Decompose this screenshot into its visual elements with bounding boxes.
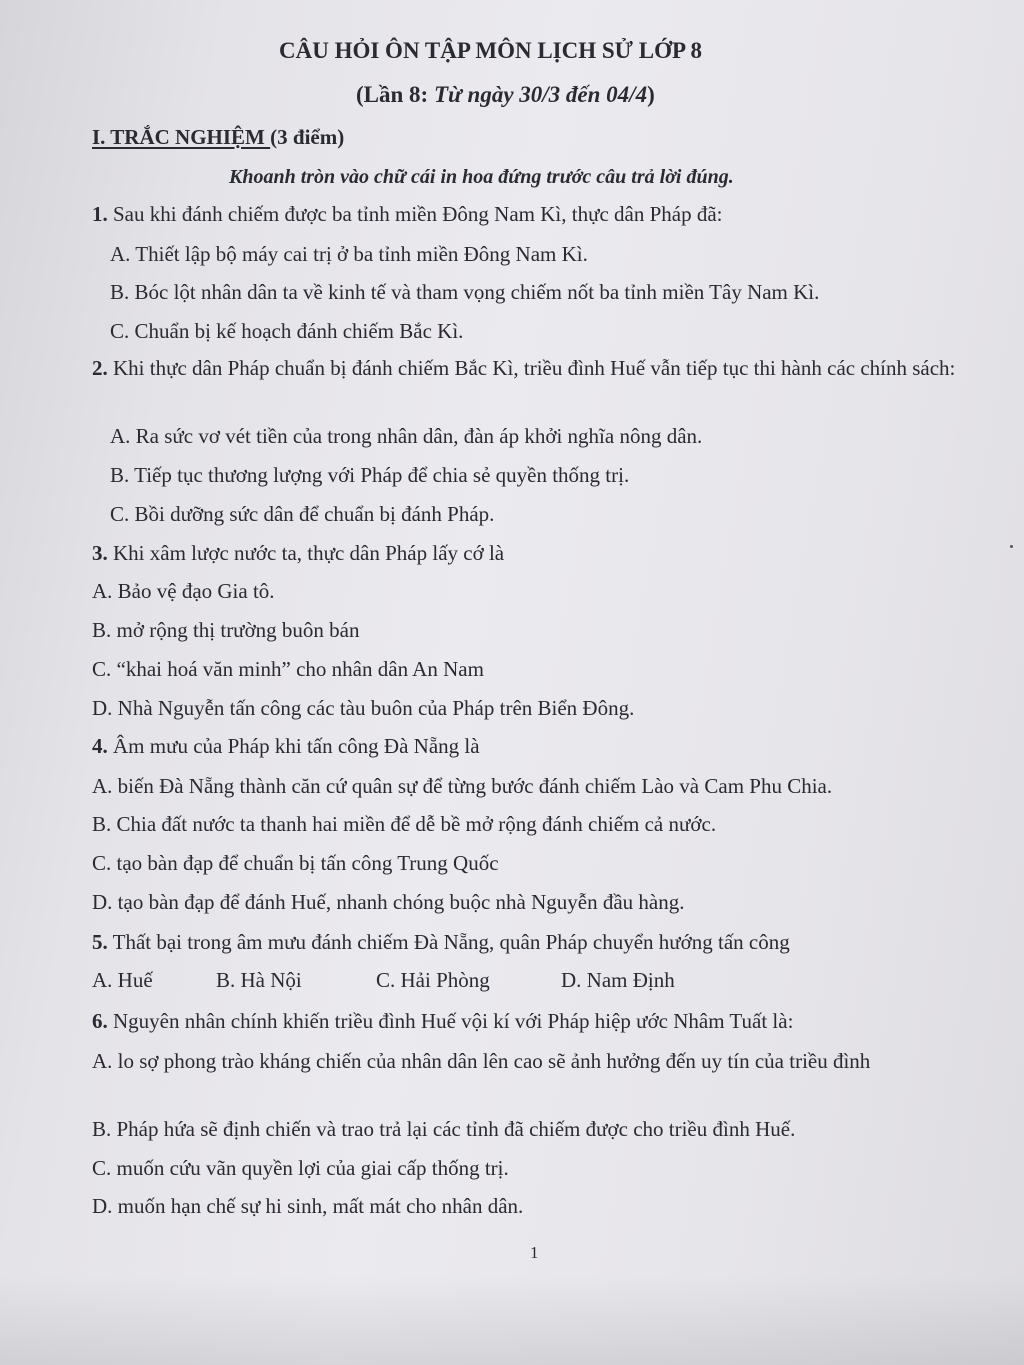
page-number: 1 [530,1243,539,1262]
answer-option[interactable]: C. muốn cứu vãn quyền lợi của giai cấp thống trị. [92,1156,509,1180]
subtitle-suffix: ) [647,82,655,107]
subtitle-dates: Từ ngày 30/3 đến 04/4 [433,82,648,107]
paper-shadow [0,1275,1024,1365]
answer-option[interactable]: B. Bóc lột nhân dân ta về kinh tế và tham vọng chiếm nốt ba tỉnh miền Tây Nam Kì. [110,280,820,304]
question-2 [92,355,984,381]
question-number: 1. [92,202,108,226]
answer-option[interactable]: B. Pháp hứa sẽ định chiến và trao trả lại các tỉnh đã chiếm được cho triều đình Huế. [92,1117,796,1141]
question-text: Sau khi đánh chiếm được ba tỉnh miền Đông Nam Kì, thực dân Pháp đã: [107,202,723,226]
question-text: Thất bại trong âm mưu đánh chiếm Đà Nẵng, quân Pháp chuyển hướng tấn công [107,930,790,954]
page-title: CÂU HỎI ÔN TẬP MÔN LỊCH SỬ LỚP 8 [279,38,702,63]
answer-option[interactable]: D. Nam Định [561,968,675,992]
question-number: 3. [92,541,108,565]
answer-option[interactable]: B. mở rộng thị trường buôn bán [92,618,360,642]
question-number: 5. [92,930,108,954]
answer-option[interactable]: D. muốn hạn chế sự hi sinh, mất mát cho nhân dân. [92,1194,524,1218]
question-1 [92,201,723,227]
section-title: I. TRẮC NGHIỆM [92,125,271,149]
question-6 [92,1008,793,1034]
question-5 [92,929,790,955]
section-points: (3 điểm) [270,125,345,149]
question-text: Âm mưu của Pháp khi tấn công Đà Nẵng là [107,734,480,758]
answer-option[interactable]: C. tạo bàn đạp để chuẩn bị tấn công Trung Quốc [92,851,499,875]
answer-option[interactable]: A. lo sợ phong trào kháng chiến của nhân dân lên cao sẽ ảnh hưởng đến uy tín của triều đình [92,1049,871,1073]
answer-option[interactable]: C. Hải Phòng [376,968,490,992]
answer-option[interactable]: C. Chuẩn bị kế hoạch đánh chiếm Bắc Kì. [110,319,464,343]
question-number: 2. [92,356,108,380]
paper-speck [1010,545,1013,548]
answer-option[interactable]: A. Huế [92,968,153,992]
question-text: Nguyên nhân chính khiến triều đình Huế vội kí với Pháp hiệp ước Nhâm Tuất là: [107,1009,794,1033]
question-4 [92,733,480,759]
answer-option[interactable]: D. tạo bàn đạp để đánh Huế, nhanh chóng buộc nhà Nguyễn đầu hàng. [92,890,685,914]
answer-option[interactable]: B. Tiếp tục thương lượng với Pháp để chia sẻ quyền thống trị. [110,463,630,487]
question-text: Khi thực dân Pháp chuẩn bị đánh chiếm Bắc Kì, triều đình Huế vẫn tiếp tục thi hành các chính sách: [107,356,956,380]
question-number: 6. [92,1009,108,1033]
answer-option[interactable]: B. Chia đất nước ta thanh hai miền để dễ bề mở rộng đánh chiếm cả nước. [92,812,717,836]
answer-option[interactable]: B. Hà Nội [216,968,302,992]
answer-option[interactable]: C. Bồi dưỡng sức dân để chuẩn bị đánh Pháp. [110,502,495,526]
answer-option[interactable]: A. Bảo vệ đạo Gia tô. [92,579,275,603]
question-3 [92,540,504,566]
answer-option[interactable]: A. biến Đà Nẵng thành căn cứ quân sự để từng bước đánh chiếm Lào và Cam Phu Chia. [92,774,833,798]
question-number: 4. [92,734,108,758]
answer-option[interactable]: A. Ra sức vơ vét tiền của trong nhân dân, đàn áp khởi nghĩa nông dân. [110,424,703,448]
answer-option[interactable]: C. “khai hoá văn minh” cho nhân dân An Nam [92,657,484,681]
answer-option[interactable]: A. Thiết lập bộ máy cai trị ở ba tỉnh miền Đông Nam Kì. [110,242,588,266]
subtitle-prefix: (Lần 8: [356,82,434,107]
question-text: Khi xâm lược nước ta, thực dân Pháp lấy cớ là [107,541,505,565]
answer-option[interactable]: D. Nhà Nguyễn tấn công các tàu buôn của Pháp trên Biển Đông. [92,696,635,720]
page-subtitle [356,82,655,108]
section-heading [92,124,344,150]
instruction: Khoanh tròn vào chữ cái in hoa đứng trước câu trả lời đúng. [229,166,734,188]
